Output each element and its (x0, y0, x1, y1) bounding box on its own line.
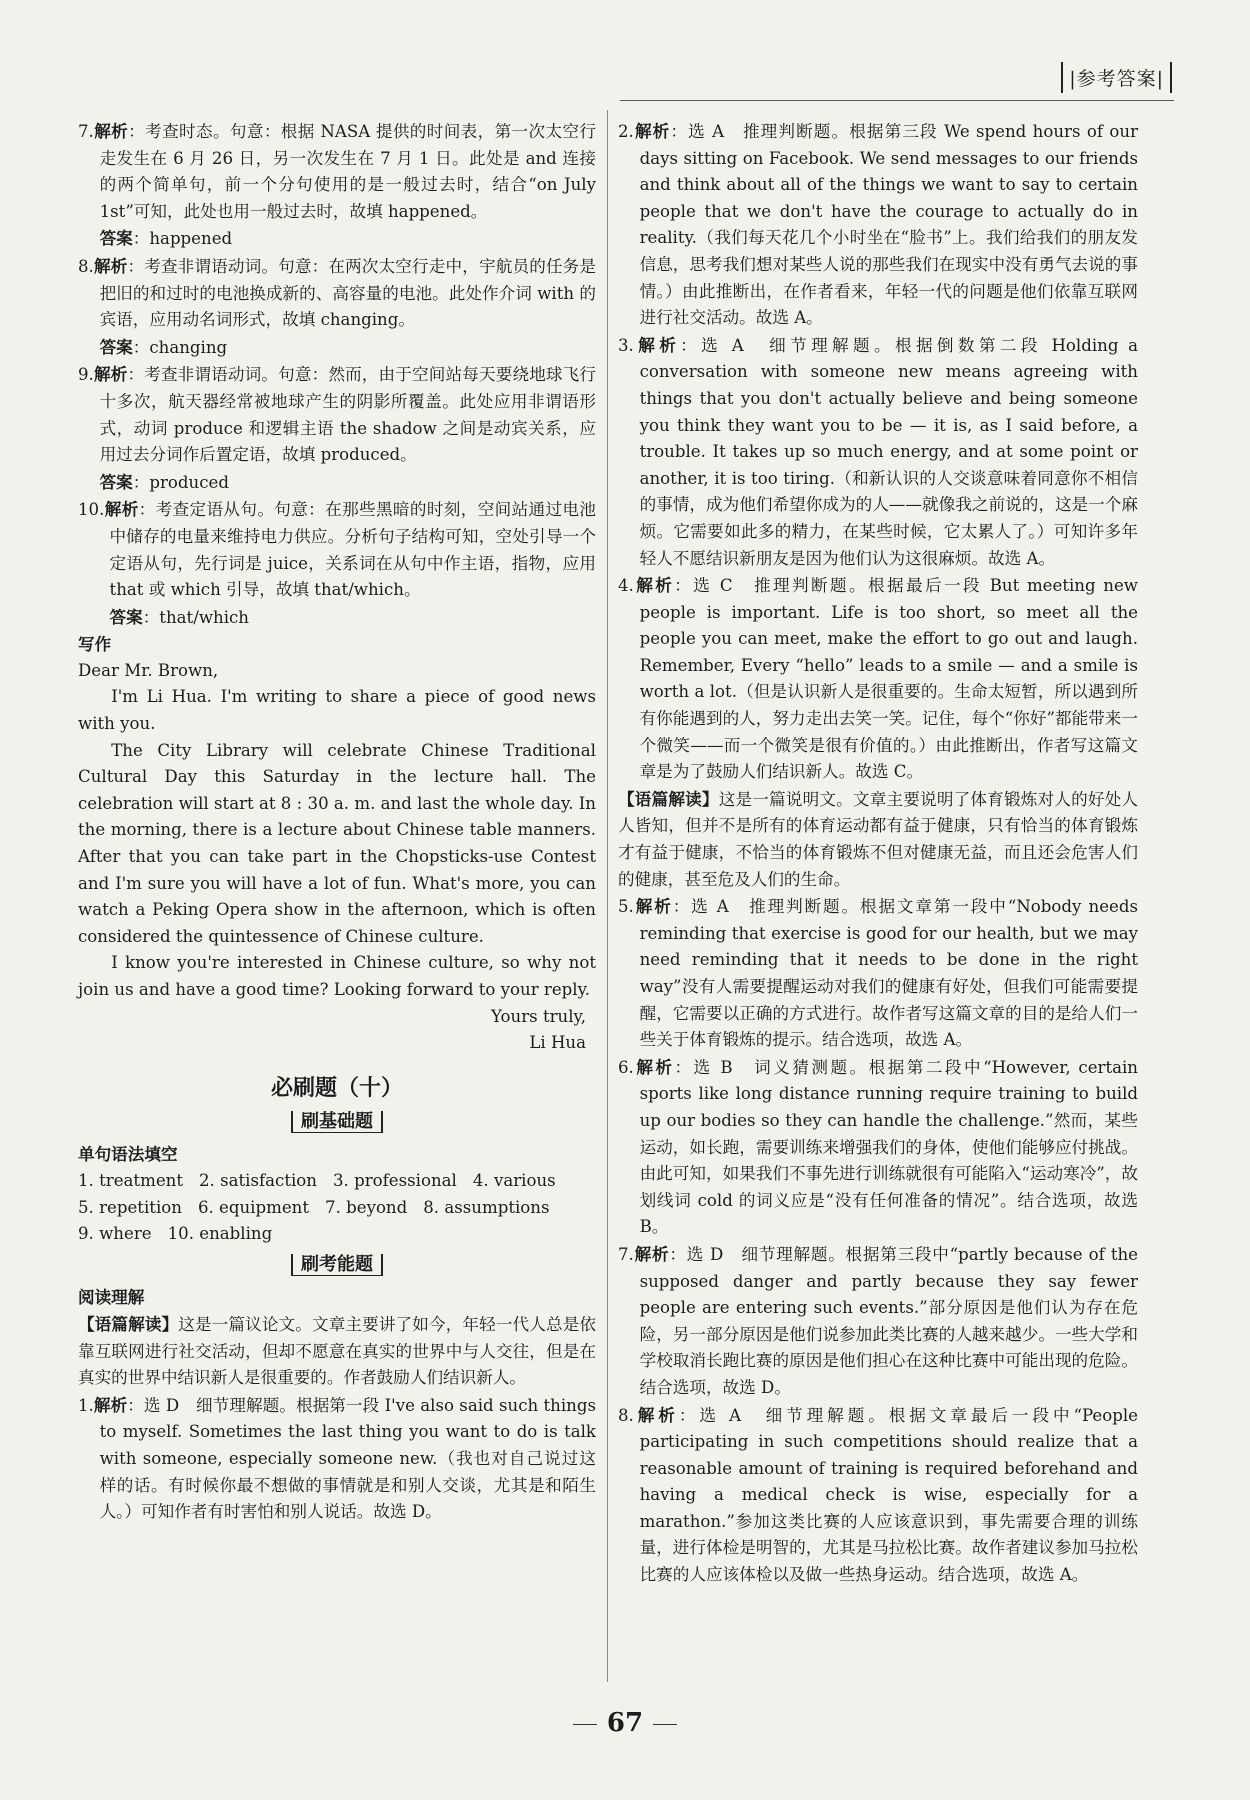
r7-explanation: 7.解析：选 D 细节理解题。根据第三段中“partly because of the supposed danger and partly because they say fewer people are entering such events.”部分原因是他们认为存在危险，另一部分原因是他们说参加此类比赛的人越来越少。一些大学和学校取消长跑比赛的原因是他们担心在这种比赛中可能出现的危险。结合选项，故选 D。 (618, 1243, 1138, 1397)
q7-answer: 答案：happened (99, 228, 233, 249)
passage-overview-2: 【语篇解读】这是一篇说明文。文章主要说明了体育锻炼对人的好处人人皆知，但并不是所有的体育运动都有益于健康，只有恰当的体育锻炼才有益于健康，不恰当的体育锻炼不但对健康无益，而且还会危害人们的健康，甚至危及人们的生命。 (618, 788, 1139, 889)
vocab-row-1: 1. treatment 2. satisfaction 3. professional 4. various (78, 1170, 556, 1190)
sample-letter (78, 658, 596, 1057)
vocab-row-2: 5. repetition 6. equipment 7. beyond 8. assumptions (78, 1197, 550, 1217)
left-column (78, 118, 596, 1526)
letter-signature: Li Hua (529, 1033, 586, 1053)
vocab-row-3: 9. where 10. enabling (78, 1224, 273, 1244)
q10-answer: 答案：that/which (109, 606, 249, 627)
grammar-label: 单句语法填空 (78, 1144, 178, 1165)
subsection-basic: 刷基础题 (78, 1109, 596, 1136)
q10-explanation: 10.解析：考查定语从句。句意：在那些黑暗的时刻，空间站通过电池中储存的电量来维持电力供应。分析句子结构可知，空处引导一个定语从句，先行词是 juice，关系词在从句中作主语，指物，应用 that 或 which 引导，故填 that/which。 (78, 499, 597, 600)
r4-explanation: 4.解析：选 C 推理判断题。根据最后一段 But meeting new people is important. Life is too short, so meet all the people you can meet, make the effort to go out and laugh. Remember, Every “hello” leads to a smile — and a smile is worth a lot.（但是认识新人是很重要的。生命太短暂，所以遇到所有你能遇到的人，努力走出去笑一笑。记住，每个“你好”都能带来一个微笑——而一个微笑是很有价值的。）由此推断出，作者写这篇文章是为了鼓励人们结识新人。故选 C。 (618, 575, 1138, 782)
letter-paragraph-1: I'm Li Hua. I'm writing to share a piece of good news with you. (78, 687, 596, 734)
r8-explanation: 8.解析：选 A 细节理解题。根据文章最后一段中“People participating in such competitions should realize that a reasonable amount of training is required beforehand and having a medical check is wise, especially for a marathon.”参加这类比赛的人应该意识到，事先需要合理的训练量，进行体检是明智的，尤其是马拉松比赛。故作者建议参加马拉松比赛的人应该体检以及做一些热身运动。结合选项，故选 A。 (618, 1404, 1138, 1585)
writing-label: 写作 (78, 634, 112, 655)
block-title: 必刷题（十） (270, 1074, 403, 1101)
r2-explanation: 2.解析：选 A 推理判断题。根据第三段 We spend hours of our days sitting on Facebook. We send messages to our friends and think about all of the things we want to say to certain people that we don't have the courage to actually do in reality.（我们每天花几个小时坐在“脸书”上。我们给我们的朋友发信息，思考我们想对某些人说的那些我们在现实中没有勇气去说的事情。）由此推断出，在作者看来，年轻一代的问题是他们依靠互联网进行社交活动。故选 A。 (618, 121, 1138, 328)
r6-explanation: 6.解析：选 B 词义猜测题。根据第二段中“However, certain sports like long distance running require training to build up our bodies so they can handle the challenge.”然而，某些运动，如长跑，需要训练来增强我们的身体，使他们能够应付挑战。由此可知，如果我们不事先进行训练就很有可能陷入“运动寒冷”，故划线词 cold 的词义应是“没有任何准备的情况”。结合选项，故选 B。 (618, 1056, 1138, 1237)
r3-explanation: 3.解析：选 A 细节理解题。根据倒数第二段 Holding a conversation with someone new means agreeing with things that you don't actually believe and being someone you think they want you to be — it is, as I said before, a trouble. It takes up so much energy, and at some point or another, it is too tiring.（和新认识的人交谈意味着同意你不相信的事情，成为他们希望你成为的人——就像我之前说的，这是一个麻烦。它需要如此多的精力，在某些时候，它太累人了。）可知许多年轻人不愿结识新朋友是因为他们认为这很麻烦。故选 A。 (618, 334, 1139, 568)
q7-explanation: 7.解析：考查时态。句意：根据 NASA 提供的时间表，第一次太空行走发生在 6 月 26 日，另一次发生在 7 月 1 日。此处是 and 连接的两个简单句，前一个分句使用的是一般过去时，结合“on July 1st”可知，此处也用一般过去时，故填 happened。 (78, 121, 597, 221)
q9-explanation: 9.解析：考查非谓语动词。句意：然而，由于空间站每天要绕地球飞行十多次，航天器经常被地球产生的阴影所覆盖。此处应用非谓语形式，动词 produce 和逻辑主语 the shadow 之间是动宾关系，应用过去分词作后置定语，故填 produced。 (78, 364, 597, 465)
letter-paragraph-2: The City Library will celebrate Chinese Traditional Cultural Day this Saturday in the lecture hall. The celebration will start at 8 : 30 a. m. and last the whole day. In the morning, there is a lecture about Chinese table manners. After that you can take part in the Chopsticks-use Contest and I'm sure you will have a lot of fun. What's more, you can watch a Peking Opera show in the afternoon, which is often considered the quintessence of Chinese culture. (78, 740, 596, 946)
header-rule (620, 100, 1174, 101)
q9-answer: 答案：produced (99, 471, 229, 492)
q8-answer: 答案：changing (99, 336, 228, 357)
reading-label: 阅读理解 (78, 1287, 145, 1308)
r1-explanation: 1.解析：选 D 细节理解题。根据第一段 I've also said such things to myself. Sometimes the last thing you want to do is talk with someone, especially someone new.（我也对自己说过这样的话。有时候你最不想做的事情就是和别人交谈，尤其是和陌生人。）可知作者有时害怕和别人说话。故选 D。 (78, 1394, 597, 1522)
q8-explanation: 8.解析：考查非谓语动词。句意：在两次太空行走中，宇航员的任务是把旧的和过时的电池换成新的、高容量的电池。此处作介词 with 的宾语，应用动名词形式，故填 changing。 (78, 255, 597, 330)
r5-explanation: 5.解析：选 A 推理判断题。根据文章第一段中“Nobody needs reminding that exercise is good for our health, but we may need reminding that it needs to be done in the right way”没有人需要提醒运动对我们的健康有好处，但我们可能需要提醒，它需要以正确的方式进行。故作者写这篇文章的目的是给人们一些关于体育锻炼的提示。结合选项，故选 A。 (618, 896, 1139, 1050)
letter-paragraph-3: I know you're interested in Chinese culture, so why not join us and have a good time? Looking forward to your reply. (78, 953, 596, 999)
letter-greeting: Dear Mr. Brown, (78, 660, 219, 680)
passage-overview-1: 【语篇解读】这是一篇议论文。文章主要讲了如今，年轻一代人总是依靠互联网进行社交活动，但却不愿意在真实的世界中与人交往，但是在真实的世界中结识新人是很重要的。作者鼓励人们结识新人。 (78, 1313, 596, 1388)
subsection-exam: 刷考能题 (78, 1252, 596, 1279)
letter-closing: Yours truly, (491, 1006, 586, 1026)
right-column (618, 118, 1138, 1589)
column-divider (607, 110, 608, 1682)
header-tag: |参考答案| (1061, 62, 1172, 93)
page-number: 67 (560, 1708, 690, 1738)
